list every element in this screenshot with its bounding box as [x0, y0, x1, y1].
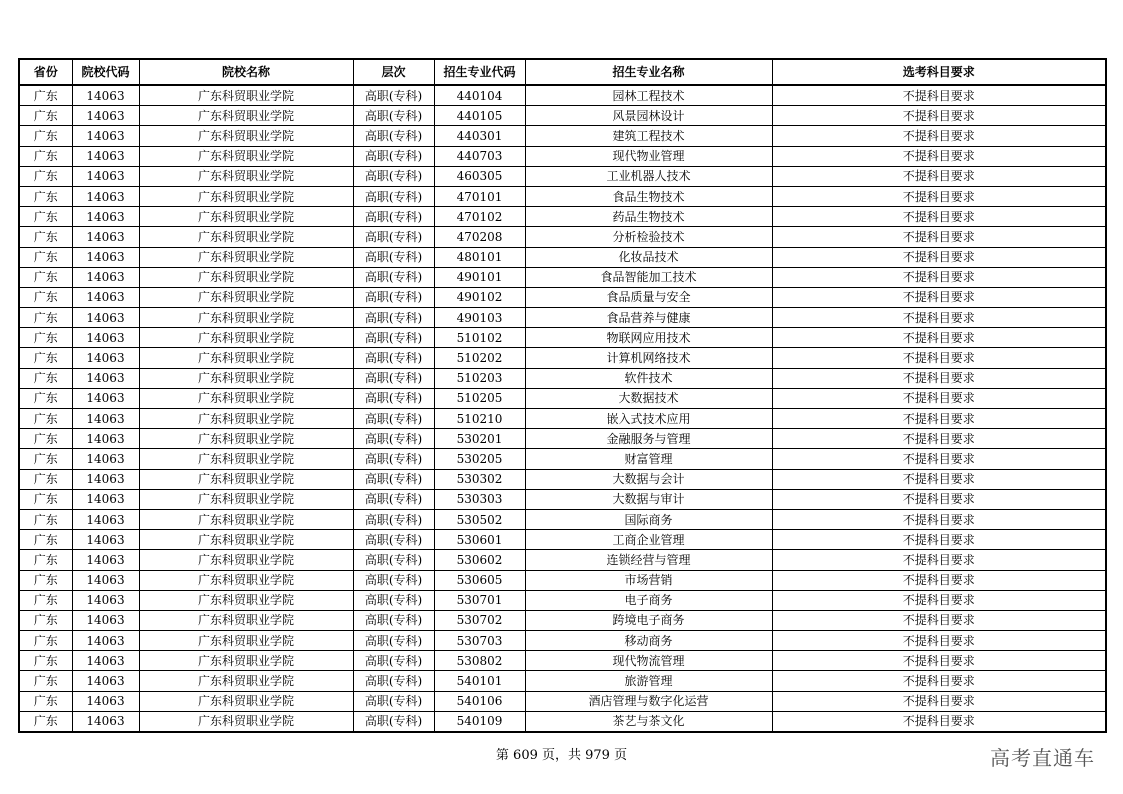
cell-major-name: 工业机器人技术: [525, 166, 772, 186]
cell-major-code: 530205: [434, 449, 525, 469]
cell-province: 广东: [19, 509, 72, 529]
cell-subject-requirement: 不提科目要求: [772, 610, 1106, 630]
cell-subject-requirement: 不提科目要求: [772, 227, 1106, 247]
cell-school-code: 14063: [72, 207, 139, 227]
cell-subject-requirement: 不提科目要求: [772, 550, 1106, 570]
cell-major-name: 大数据与会计: [525, 469, 772, 489]
cell-school-name: 广东科贸职业学院: [139, 590, 353, 610]
cell-school-name: 广东科贸职业学院: [139, 530, 353, 550]
table-row: [19, 267, 1106, 287]
table-row: [19, 85, 1106, 106]
cell-province: 广东: [19, 631, 72, 651]
cell-major-code: 530605: [434, 570, 525, 590]
cell-school-name: 广东科贸职业学院: [139, 550, 353, 570]
cell-major-name: 物联网应用技术: [525, 328, 772, 348]
cell-level: 高职(专科): [353, 146, 434, 166]
cell-major-code: 460305: [434, 166, 525, 186]
cell-school-code: 14063: [72, 631, 139, 651]
cell-province: 广东: [19, 368, 72, 388]
cell-school-code: 14063: [72, 146, 139, 166]
cell-school-name: 广东科贸职业学院: [139, 610, 353, 630]
cell-school-name: 广东科贸职业学院: [139, 106, 353, 126]
cell-level: 高职(专科): [353, 469, 434, 489]
cell-school-name: 广东科贸职业学院: [139, 711, 353, 732]
cell-major-code: 480101: [434, 247, 525, 267]
cell-province: 广东: [19, 85, 72, 106]
cell-major-name: 财富管理: [525, 449, 772, 469]
cell-school-name: 广东科贸职业学院: [139, 691, 353, 711]
cell-school-name: 广东科贸职业学院: [139, 267, 353, 287]
cell-level: 高职(专科): [353, 691, 434, 711]
cell-school-code: 14063: [72, 610, 139, 630]
table-row: [19, 691, 1106, 711]
cell-province: 广东: [19, 267, 72, 287]
table-row: [19, 126, 1106, 146]
cell-school-code: 14063: [72, 227, 139, 247]
cell-level: 高职(专科): [353, 409, 434, 429]
cell-province: 广东: [19, 146, 72, 166]
cell-major-code: 540109: [434, 711, 525, 732]
cell-level: 高职(专科): [353, 631, 434, 651]
cell-major-code: 530601: [434, 530, 525, 550]
header-province: 省份: [19, 59, 72, 85]
cell-major-name: 风景园林设计: [525, 106, 772, 126]
cell-major-name: 国际商务: [525, 509, 772, 529]
cell-province: 广东: [19, 711, 72, 732]
cell-major-code: 490103: [434, 308, 525, 328]
table-row: [19, 429, 1106, 449]
cell-level: 高职(专科): [353, 610, 434, 630]
table-row: [19, 287, 1106, 307]
cell-province: 广东: [19, 449, 72, 469]
cell-school-code: 14063: [72, 691, 139, 711]
cell-school-code: 14063: [72, 388, 139, 408]
cell-level: 高职(专科): [353, 368, 434, 388]
cell-school-name: 广东科贸职业学院: [139, 469, 353, 489]
page-number: 第 609 页，共 979 页: [495, 748, 628, 763]
table-body: [19, 85, 1106, 732]
cell-major-name: 跨境电子商务: [525, 610, 772, 630]
cell-school-code: 14063: [72, 711, 139, 732]
table-row: [19, 409, 1106, 429]
cell-major-code: 530602: [434, 550, 525, 570]
cell-major-name: 现代物业管理: [525, 146, 772, 166]
table-row: [19, 489, 1106, 509]
cell-subject-requirement: 不提科目要求: [772, 509, 1106, 529]
cell-level: 高职(专科): [353, 287, 434, 307]
cell-province: 广东: [19, 610, 72, 630]
cell-major-name: 市场营销: [525, 570, 772, 590]
header-row: [19, 59, 1106, 85]
header-level: 层次: [353, 59, 434, 85]
cell-school-code: 14063: [72, 409, 139, 429]
cell-major-code: 440703: [434, 146, 525, 166]
cell-school-name: 广东科贸职业学院: [139, 85, 353, 106]
cell-level: 高职(专科): [353, 590, 434, 610]
cell-school-code: 14063: [72, 166, 139, 186]
cell-subject-requirement: 不提科目要求: [772, 267, 1106, 287]
cell-school-name: 广东科贸职业学院: [139, 489, 353, 509]
header-major-name: 招生专业名称: [525, 59, 772, 85]
cell-level: 高职(专科): [353, 388, 434, 408]
cell-major-code: 440104: [434, 85, 525, 106]
cell-subject-requirement: 不提科目要求: [772, 287, 1106, 307]
table-row: [19, 106, 1106, 126]
table-row: [19, 509, 1106, 529]
cell-subject-requirement: 不提科目要求: [772, 186, 1106, 206]
cell-subject-requirement: 不提科目要求: [772, 126, 1106, 146]
cell-subject-requirement: 不提科目要求: [772, 328, 1106, 348]
cell-school-name: 广东科贸职业学院: [139, 631, 353, 651]
admission-table: [18, 58, 1107, 733]
cell-level: 高职(专科): [353, 651, 434, 671]
cell-major-code: 510205: [434, 388, 525, 408]
table-row: [19, 711, 1106, 732]
cell-province: 广东: [19, 106, 72, 126]
cell-major-code: 470101: [434, 186, 525, 206]
cell-major-name: 连锁经营与管理: [525, 550, 772, 570]
cell-major-code: 510202: [434, 348, 525, 368]
cell-province: 广东: [19, 126, 72, 146]
cell-major-name: 建筑工程技术: [525, 126, 772, 146]
cell-subject-requirement: 不提科目要求: [772, 207, 1106, 227]
cell-major-name: 大数据技术: [525, 388, 772, 408]
cell-school-code: 14063: [72, 106, 139, 126]
cell-province: 广东: [19, 469, 72, 489]
cell-major-code: 530502: [434, 509, 525, 529]
cell-school-name: 广东科贸职业学院: [139, 227, 353, 247]
cell-level: 高职(专科): [353, 166, 434, 186]
cell-subject-requirement: 不提科目要求: [772, 570, 1106, 590]
cell-level: 高职(专科): [353, 126, 434, 146]
cell-major-code: 540106: [434, 691, 525, 711]
cell-subject-requirement: 不提科目要求: [772, 247, 1106, 267]
cell-school-name: 广东科贸职业学院: [139, 247, 353, 267]
cell-province: 广东: [19, 429, 72, 449]
cell-subject-requirement: 不提科目要求: [772, 368, 1106, 388]
cell-major-name: 酒店管理与数字化运营: [525, 691, 772, 711]
cell-subject-requirement: 不提科目要求: [772, 671, 1106, 691]
cell-major-code: 490101: [434, 267, 525, 287]
cell-major-name: 软件技术: [525, 368, 772, 388]
cell-major-code: 470208: [434, 227, 525, 247]
cell-subject-requirement: 不提科目要求: [772, 469, 1106, 489]
cell-school-name: 广东科贸职业学院: [139, 509, 353, 529]
cell-subject-requirement: 不提科目要求: [772, 429, 1106, 449]
cell-major-name: 化妆品技术: [525, 247, 772, 267]
cell-school-name: 广东科贸职业学院: [139, 368, 353, 388]
cell-level: 高职(专科): [353, 247, 434, 267]
cell-province: 广东: [19, 388, 72, 408]
table-row: [19, 610, 1106, 630]
table-row: [19, 368, 1106, 388]
cell-subject-requirement: 不提科目要求: [772, 590, 1106, 610]
cell-major-name: 大数据与审计: [525, 489, 772, 509]
cell-major-name: 食品营养与健康: [525, 308, 772, 328]
cell-major-code: 530802: [434, 651, 525, 671]
cell-level: 高职(专科): [353, 227, 434, 247]
cell-level: 高职(专科): [353, 207, 434, 227]
cell-level: 高职(专科): [353, 85, 434, 106]
cell-school-name: 广东科贸职业学院: [139, 429, 353, 449]
cell-school-code: 14063: [72, 449, 139, 469]
cell-subject-requirement: 不提科目要求: [772, 711, 1106, 732]
cell-school-code: 14063: [72, 550, 139, 570]
cell-major-name: 食品智能加工技术: [525, 267, 772, 287]
cell-school-name: 广东科贸职业学院: [139, 308, 353, 328]
cell-major-code: 510210: [434, 409, 525, 429]
cell-province: 广东: [19, 409, 72, 429]
cell-school-name: 广东科贸职业学院: [139, 146, 353, 166]
table-row: [19, 348, 1106, 368]
table-row: [19, 550, 1106, 570]
cell-school-code: 14063: [72, 328, 139, 348]
cell-school-code: 14063: [72, 530, 139, 550]
cell-school-name: 广东科贸职业学院: [139, 409, 353, 429]
header-school-code: 院校代码: [72, 59, 139, 85]
cell-school-code: 14063: [72, 368, 139, 388]
cell-major-name: 工商企业管理: [525, 530, 772, 550]
cell-school-name: 广东科贸职业学院: [139, 449, 353, 469]
cell-level: 高职(专科): [353, 570, 434, 590]
cell-province: 广东: [19, 328, 72, 348]
cell-province: 广东: [19, 550, 72, 570]
cell-major-name: 食品生物技术: [525, 186, 772, 206]
table-row: [19, 227, 1106, 247]
cell-subject-requirement: 不提科目要求: [772, 348, 1106, 368]
cell-major-code: 530703: [434, 631, 525, 651]
cell-province: 广东: [19, 166, 72, 186]
cell-school-name: 广东科贸职业学院: [139, 388, 353, 408]
cell-province: 广东: [19, 590, 72, 610]
table-row: [19, 207, 1106, 227]
cell-major-code: 440105: [434, 106, 525, 126]
cell-major-name: 嵌入式技术应用: [525, 409, 772, 429]
cell-subject-requirement: 不提科目要求: [772, 106, 1106, 126]
cell-major-name: 移动商务: [525, 631, 772, 651]
cell-major-name: 药品生物技术: [525, 207, 772, 227]
cell-province: 广东: [19, 308, 72, 328]
cell-major-name: 分析检验技术: [525, 227, 772, 247]
cell-school-name: 广东科贸职业学院: [139, 166, 353, 186]
cell-level: 高职(专科): [353, 328, 434, 348]
cell-province: 广东: [19, 671, 72, 691]
cell-school-code: 14063: [72, 308, 139, 328]
cell-subject-requirement: 不提科目要求: [772, 409, 1106, 429]
cell-major-name: 旅游管理: [525, 671, 772, 691]
cell-school-code: 14063: [72, 126, 139, 146]
table-row: [19, 651, 1106, 671]
cell-major-code: 530303: [434, 489, 525, 509]
cell-province: 广东: [19, 247, 72, 267]
cell-school-code: 14063: [72, 287, 139, 307]
cell-level: 高职(专科): [353, 429, 434, 449]
cell-major-name: 现代物流管理: [525, 651, 772, 671]
cell-major-code: 470102: [434, 207, 525, 227]
cell-school-code: 14063: [72, 186, 139, 206]
cell-school-code: 14063: [72, 590, 139, 610]
cell-province: 广东: [19, 227, 72, 247]
cell-level: 高职(专科): [353, 186, 434, 206]
table-row: [19, 570, 1106, 590]
cell-major-name: 园林工程技术: [525, 85, 772, 106]
cell-subject-requirement: 不提科目要求: [772, 631, 1106, 651]
table-row: [19, 146, 1106, 166]
table-row: [19, 530, 1106, 550]
cell-major-name: 食品质量与安全: [525, 287, 772, 307]
cell-school-name: 广东科贸职业学院: [139, 570, 353, 590]
cell-school-code: 14063: [72, 429, 139, 449]
cell-level: 高职(专科): [353, 530, 434, 550]
table-row: [19, 186, 1106, 206]
cell-province: 广东: [19, 691, 72, 711]
cell-school-name: 广东科贸职业学院: [139, 186, 353, 206]
cell-major-name: 金融服务与管理: [525, 429, 772, 449]
cell-major-code: 510203: [434, 368, 525, 388]
table-row: [19, 590, 1106, 610]
cell-school-code: 14063: [72, 509, 139, 529]
cell-major-code: 490102: [434, 287, 525, 307]
cell-major-code: 510102: [434, 328, 525, 348]
cell-level: 高职(专科): [353, 449, 434, 469]
cell-level: 高职(专科): [353, 267, 434, 287]
cell-province: 广东: [19, 186, 72, 206]
cell-school-code: 14063: [72, 267, 139, 287]
cell-school-name: 广东科贸职业学院: [139, 651, 353, 671]
cell-level: 高职(专科): [353, 489, 434, 509]
cell-major-name: 计算机网络技术: [525, 348, 772, 368]
header-subject-requirement: 选考科目要求: [772, 59, 1106, 85]
header-school-name: 院校名称: [139, 59, 353, 85]
table-row: [19, 388, 1106, 408]
cell-school-name: 广东科贸职业学院: [139, 126, 353, 146]
cell-level: 高职(专科): [353, 106, 434, 126]
cell-school-code: 14063: [72, 247, 139, 267]
cell-subject-requirement: 不提科目要求: [772, 166, 1106, 186]
cell-subject-requirement: 不提科目要求: [772, 388, 1106, 408]
cell-major-code: 540101: [434, 671, 525, 691]
table-row: [19, 166, 1106, 186]
cell-province: 广东: [19, 348, 72, 368]
cell-subject-requirement: 不提科目要求: [772, 489, 1106, 509]
cell-school-name: 广东科贸职业学院: [139, 328, 353, 348]
cell-subject-requirement: 不提科目要求: [772, 449, 1106, 469]
cell-major-code: 530701: [434, 590, 525, 610]
cell-school-code: 14063: [72, 489, 139, 509]
cell-level: 高职(专科): [353, 550, 434, 570]
cell-level: 高职(专科): [353, 509, 434, 529]
cell-level: 高职(专科): [353, 308, 434, 328]
cell-province: 广东: [19, 287, 72, 307]
cell-subject-requirement: 不提科目要求: [772, 530, 1106, 550]
cell-school-name: 广东科贸职业学院: [139, 207, 353, 227]
cell-subject-requirement: 不提科目要求: [772, 308, 1106, 328]
cell-school-code: 14063: [72, 469, 139, 489]
cell-subject-requirement: 不提科目要求: [772, 85, 1106, 106]
cell-major-code: 530702: [434, 610, 525, 630]
cell-major-name: 电子商务: [525, 590, 772, 610]
cell-major-code: 440301: [434, 126, 525, 146]
cell-school-code: 14063: [72, 85, 139, 106]
cell-level: 高职(专科): [353, 348, 434, 368]
cell-province: 广东: [19, 570, 72, 590]
cell-province: 广东: [19, 207, 72, 227]
table-row: [19, 671, 1106, 691]
table-row: [19, 469, 1106, 489]
table-row: [19, 328, 1106, 348]
cell-level: 高职(专科): [353, 711, 434, 732]
cell-school-name: 广东科贸职业学院: [139, 287, 353, 307]
cell-major-name: 茶艺与茶文化: [525, 711, 772, 732]
cell-major-code: 530201: [434, 429, 525, 449]
table-row: [19, 247, 1106, 267]
cell-province: 广东: [19, 651, 72, 671]
cell-province: 广东: [19, 489, 72, 509]
header-major-code: 招生专业代码: [434, 59, 525, 85]
cell-province: 广东: [19, 530, 72, 550]
cell-school-code: 14063: [72, 671, 139, 691]
cell-subject-requirement: 不提科目要求: [772, 691, 1106, 711]
cell-subject-requirement: 不提科目要求: [772, 651, 1106, 671]
cell-school-code: 14063: [72, 651, 139, 671]
table-row: [19, 308, 1106, 328]
cell-major-code: 530302: [434, 469, 525, 489]
cell-level: 高职(专科): [353, 671, 434, 691]
cell-school-code: 14063: [72, 348, 139, 368]
cell-subject-requirement: 不提科目要求: [772, 146, 1106, 166]
table-row: [19, 631, 1106, 651]
cell-school-code: 14063: [72, 570, 139, 590]
table-row: [19, 449, 1106, 469]
cell-school-name: 广东科贸职业学院: [139, 671, 353, 691]
watermark-logo: 高考直通车: [990, 746, 1095, 770]
cell-school-name: 广东科贸职业学院: [139, 348, 353, 368]
